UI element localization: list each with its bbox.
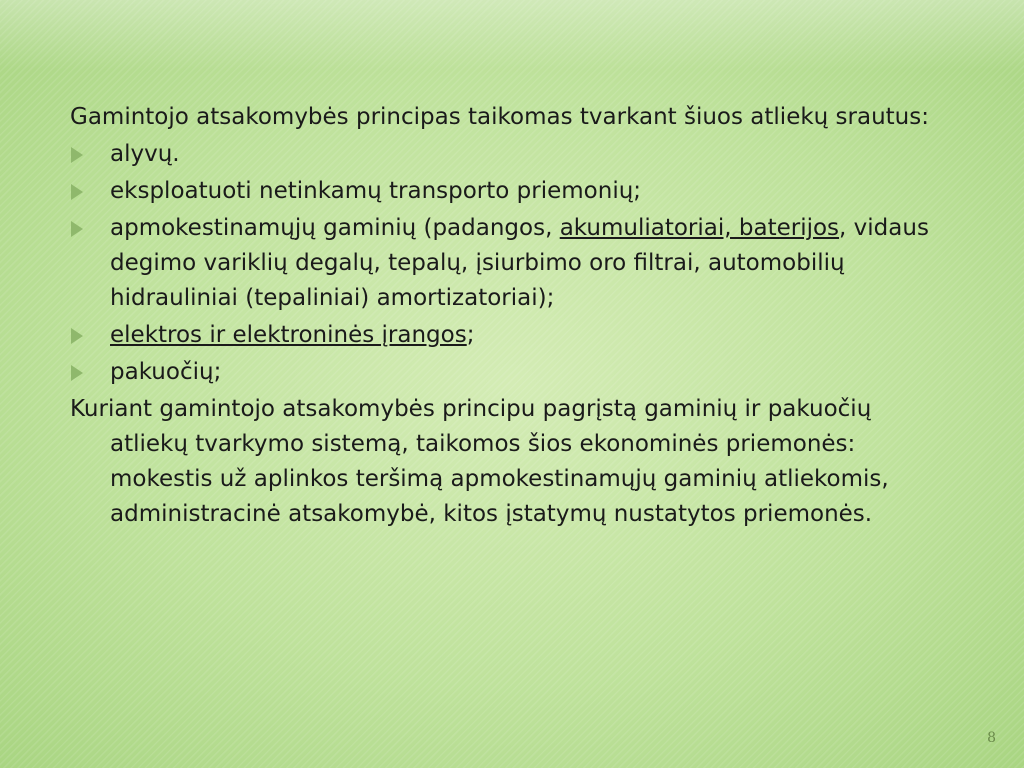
- bullet-text-after: , vidaus degimo variklių degalų, tepalų, įsiurbimo oro filtrai, automobilių hidrauliniai (tepaliniai) amortizatoriai);: [110, 215, 929, 311]
- bullet-text: alyvų.: [110, 141, 180, 167]
- bullet-item-taxed-products: [70, 211, 950, 316]
- arrow-bullet-icon: [71, 147, 83, 163]
- electronics-link[interactable]: elektros ir elektroninės įrangos: [110, 322, 467, 348]
- bullet-item-vehicles: [70, 174, 950, 209]
- bullet-text-before: apmokestinamųjų gaminių (padangos,: [110, 215, 560, 241]
- closing-paragraph: Kuriant gamintojo atsakomybės principu pagrįstą gaminių ir pakuočių atliekų tvarkymo sistemą, taikomos šios ekonominės priemonės: mokestis už aplinkos teršimą apmokestinamųjų gaminių atliekomis, administracinė atsakomybė, kitos įstatymų nustatytos priemonės.: [70, 396, 889, 527]
- bullet-item-packaging: [70, 355, 950, 390]
- arrow-bullet-icon: [71, 221, 83, 237]
- bullet-text: eksploatuoti netinkamų transporto priemonių;: [110, 178, 642, 204]
- batteries-link[interactable]: akumuliatoriai, baterijos: [559, 215, 840, 241]
- bullet-item-oils: [70, 137, 950, 172]
- bullet-item-electronics: [70, 318, 950, 353]
- page-number: 8: [987, 730, 996, 746]
- arrow-bullet-icon: [71, 184, 83, 200]
- arrow-bullet-icon: [71, 328, 83, 344]
- bullet-text-after: ;: [466, 322, 475, 348]
- slide-body: [70, 100, 950, 534]
- intro-paragraph: Gamintojo atsakomybės principas taikomas tvarkant šiuos atliekų srautus:: [70, 104, 929, 130]
- bullet-text: pakuočių;: [110, 359, 222, 385]
- arrow-bullet-icon: [71, 365, 83, 381]
